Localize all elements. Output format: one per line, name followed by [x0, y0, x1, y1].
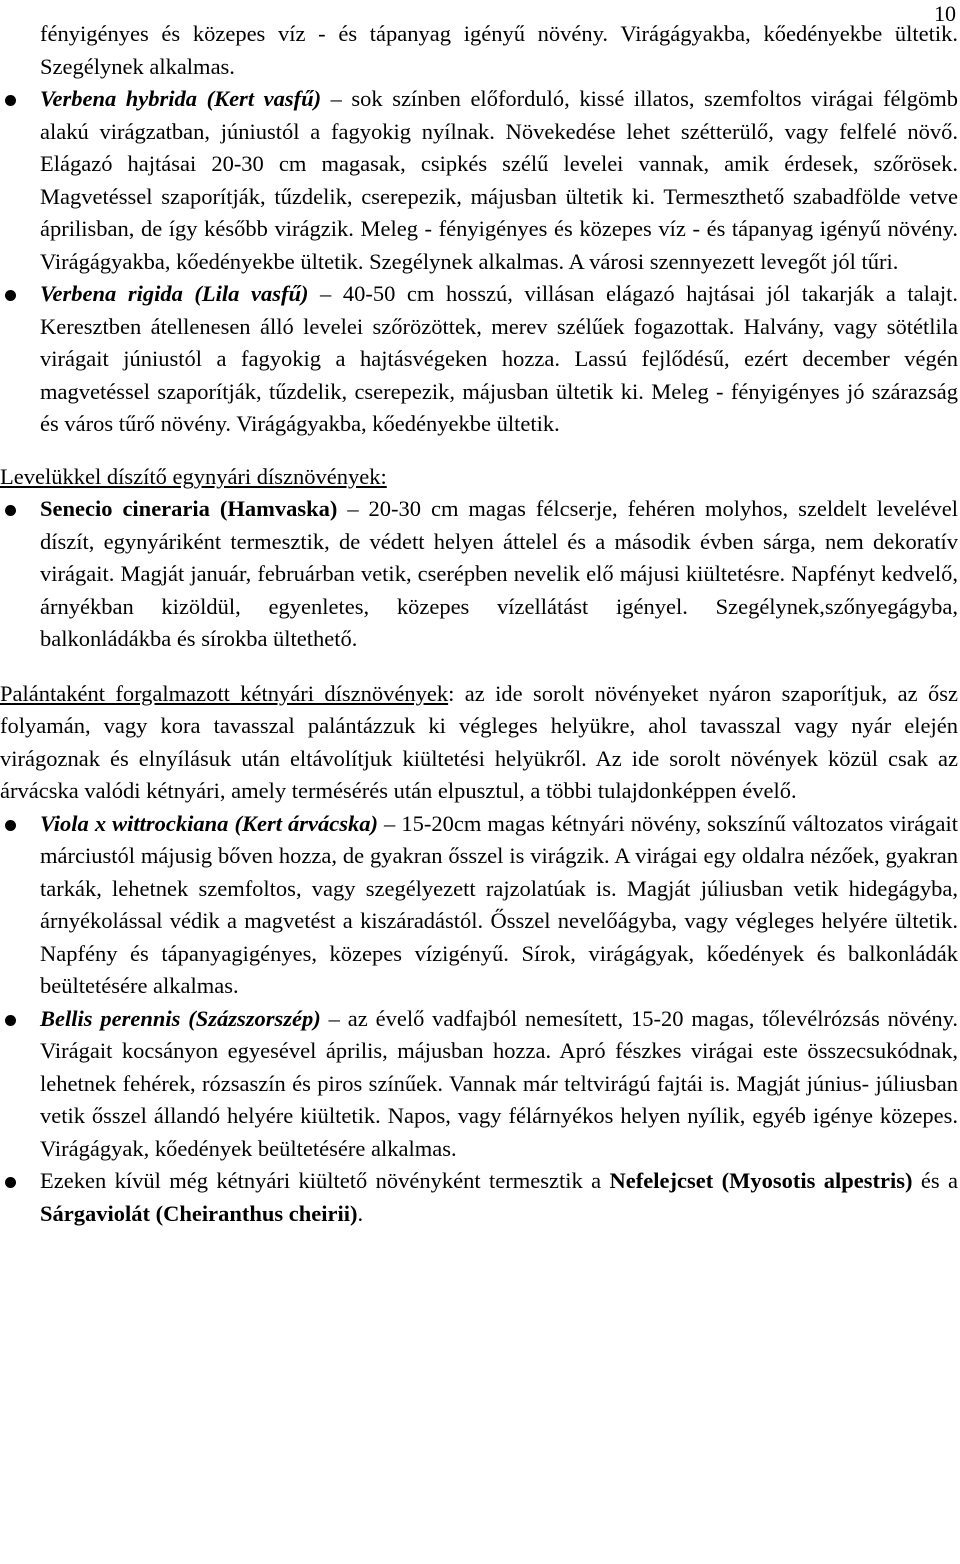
others-text-1: Ezeken kívül még kétnyári kiültető növényként termesztik a: [40, 1168, 610, 1193]
list-item-senecio: [0, 493, 958, 656]
plant-description: – az évelő vadfajból nemesített, 15-20 magas, tőlevélrózsás növény. Virágait kocsányon egyesével április, májusban hozza. Apró fészkes virágai este összecsukódnak, lehetnek fehérek, rózsaszín és piros színűek. Vannak már teltvirágú fajtái is. Magját június- júliusban vetik ősszel állandó helyére kiültetik. Napos, vagy félárnyékos helyen nyílik, egyéb igénye közepes. Virágágyak, kőedények beültetésére alkalmas.: [40, 1005, 959, 1161]
intro-paragraph: [0, 18, 958, 83]
plant-description: – 15-20cm magas kétnyári növény, sokszínű változatos virágait márciustól májusig bőven hozza, de gyakran ősszel is virágzik. A virágai egy oldalra nézőek, gyakran tarkák, lehetnek szemfoltos, vagy szegélyezett rajzolatúak is. Magját júliusban vetik hidegágyba, árnyékolással védik a magvetést a kiszáradástól. Ősszel nevelőágyba, vagy végleges helyére ültetik. Napfény és tápanyagigényes, közepes vízigényű. Sírok, virágágyak, kőedények és balkonládák beültetésére alkalmas.: [40, 810, 958, 998]
others-text-3: .: [357, 1200, 364, 1226]
plant-name: Verbena rigida (Lila vasfű): [40, 281, 309, 306]
bullet-icon: [5, 820, 16, 831]
plant-name: Senecio cineraria (Hamvaska): [40, 496, 338, 521]
list-item-viola: [0, 808, 958, 1003]
others-text-2: és a: [912, 1168, 959, 1193]
list-item-verbena-rigida: [0, 278, 958, 441]
plant-description: – 40-50 cm hosszú, villásan elágazó hajtásai jól takarják a talajt. Keresztben átellenesen álló levelei szőrözöttek, merev szélűek fogazottak. Halvány, vagy sötétlila virágait júniustól a fagyokig a hajtásvégeken hozza. Lassú fejlődésű, ezért december végén magvetéssel szaporítják, tűzdelik, cserepezik, májusban ültetik ki. Meleg - fényigényes jó szárazság és város tűrő növény. Virágágyakba, kőedényekbe ültetik.: [40, 281, 958, 436]
plant-description: – 20-30 cm magas félcserje, fehéren molyhos, szeldelt levelével díszít, egynyáriként termesztik, de védett helyen áttelel és a második évben sárga, nem dekoratív virágait. Magját január, februárban vetik, cserépben nevelik elő májusi kiültetésre. Napfényt kedvelő, árnyékban kizöldül, egyenletes, közepes vízellátást igényel. Szegélynek,szőnyegágyba, balkonládákba és sírokba ültethető.: [40, 496, 959, 651]
page-number: 10: [934, 1, 956, 26]
plant-name: Bellis perennis (Százszorszép): [40, 1005, 321, 1031]
bullet-icon: [5, 1015, 16, 1026]
section-heading-leaf: Levelükkel díszítő egynyári dísznövények:: [0, 463, 387, 489]
plant-name: Verbena hybrida (Kert vasfű): [40, 86, 322, 111]
section-paragraph-seedling: [0, 678, 958, 808]
list-item-verbena-hybrida: [0, 83, 958, 278]
plant-description: – sok színben előforduló, kissé illatos, szemfoltos virágai félgömb alakú virágzatban, júniustól a fagyokig nyílnak. Növekedése lehet szétterülő, vagy felfelé növő. Elágazó hajtásai 20-30 cm magasak, csipkés szélű levelei vannak, amik érdesek, szőrösek. Magvetéssel szaporítják, tűzdelik, cserepezik, májusban ültetik ki. Termeszthető szabadfölde vetve áprilisban, de így később virágzik. Meleg - fényigényes és közepes víz - és tápanyag igényű növény. Virágágyakba, kőedényekbe ültetik. Szegélynek alkalmas. A városi szennyezett levegőt jól tűri.: [40, 86, 959, 274]
section-heading-seedling: Palántaként forgalmazott kétnyári dísznövények: [0, 680, 449, 706]
bullet-icon: [5, 290, 16, 301]
plant-name-sargaviola: Sárgaviolát (Cheiranthus cheirii): [40, 1200, 358, 1226]
list-item-others: [0, 1165, 958, 1230]
bullet-icon: [5, 505, 16, 516]
list-item-bellis: [0, 1003, 958, 1166]
section-text-seedling: : az ide sorolt növényeket nyáron szaporítjuk, az ősz folyamán, vagy kora tavasszal palántázzuk ki végleges helyükre, ahol tavasszal vagy nyár elején virágoznak és elnyílásuk után eltávolítjuk kiültetési helyükről. Az ide sorolt növények közül csak az árvácska valódi kétnyári, amely termésérés után elpusztul, a többi tulajdonképpen évelő.: [0, 680, 958, 803]
document-page: [0, 18, 958, 1230]
intro-text: fényigényes és közepes víz - és tápanyag igényű növény. Virágágyakba, kőedényekbe ültetik. Szegélynek alkalmas.: [40, 21, 958, 79]
plant-name: Viola x wittrockiana (Kert árvácska): [40, 810, 378, 836]
bullet-icon: [5, 95, 16, 106]
plant-name-nefelejcs: Nefelejcset (Myosotis alpestris): [609, 1168, 913, 1193]
bullet-icon: [5, 1177, 16, 1188]
